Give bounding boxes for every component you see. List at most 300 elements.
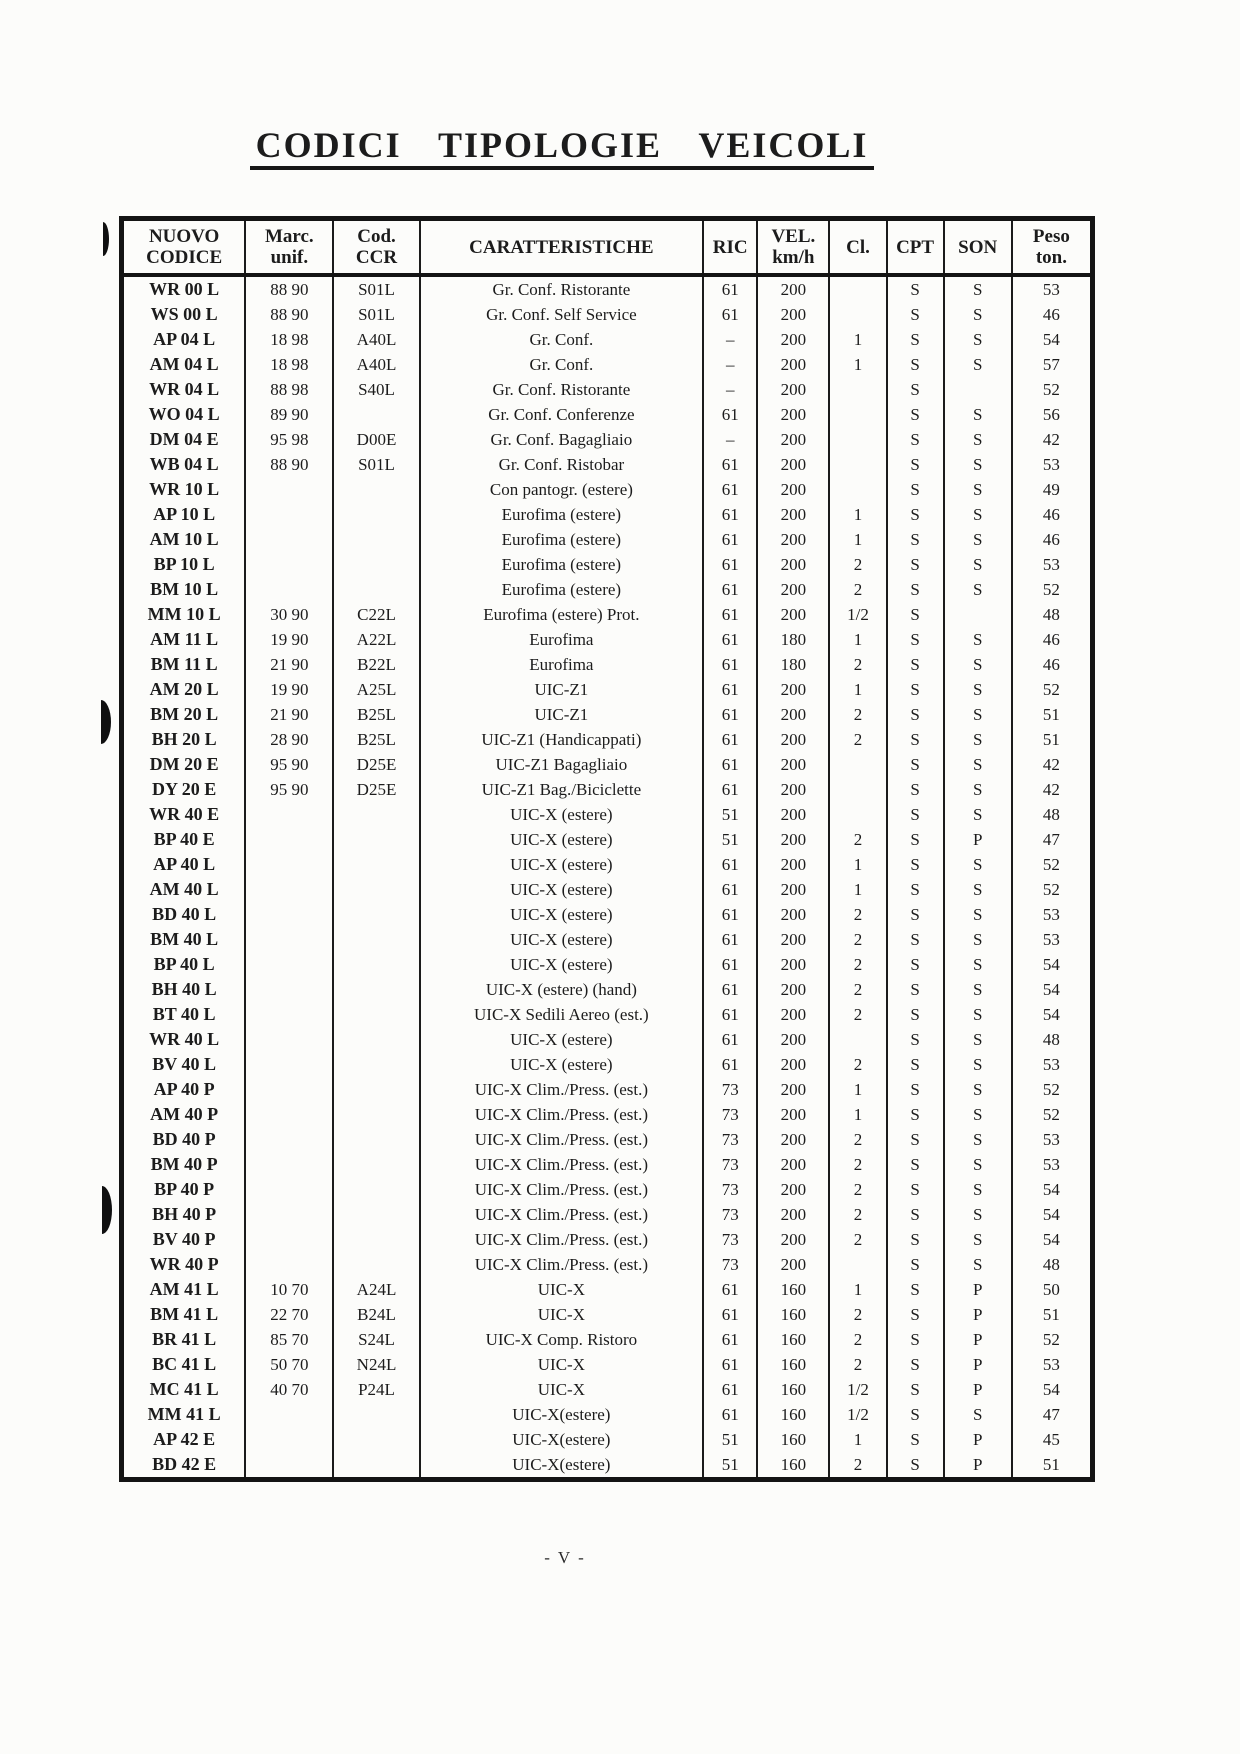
cell-marc-unif bbox=[245, 477, 333, 502]
cell-vel: 200 bbox=[757, 1252, 829, 1277]
cell-cl bbox=[829, 302, 886, 327]
cell-cl: 1 bbox=[829, 1102, 886, 1127]
cell-caratteristiche: UIC-X Clim./Press. (est.) bbox=[420, 1152, 704, 1177]
cell-vel: 160 bbox=[757, 1352, 829, 1377]
cell-cod-ccr bbox=[333, 1077, 419, 1102]
cell-vel: 200 bbox=[757, 1152, 829, 1177]
cell-ric: 61 bbox=[703, 402, 757, 427]
cell-son: S bbox=[944, 677, 1012, 702]
cell-peso: 52 bbox=[1012, 852, 1090, 877]
table-row bbox=[124, 952, 1090, 977]
cell-cl: 2 bbox=[829, 702, 886, 727]
cell-son: S bbox=[944, 577, 1012, 602]
cell-caratteristiche: UIC-X Comp. Ristoro bbox=[420, 1327, 704, 1352]
table-row bbox=[124, 352, 1090, 377]
cell-peso: 45 bbox=[1012, 1427, 1090, 1452]
cell-vel: 200 bbox=[757, 877, 829, 902]
cell-cl: 1 bbox=[829, 677, 886, 702]
cell-cl: 2 bbox=[829, 1202, 886, 1227]
cell-cl: 2 bbox=[829, 1177, 886, 1202]
cell-cod-ccr bbox=[333, 1177, 419, 1202]
table-row bbox=[124, 927, 1090, 952]
cell-cpt: S bbox=[887, 402, 944, 427]
cell-ric: 51 bbox=[703, 1452, 757, 1477]
cell-peso: 54 bbox=[1012, 1202, 1090, 1227]
cell-cpt: S bbox=[887, 275, 944, 302]
table-row bbox=[124, 1027, 1090, 1052]
cell-caratteristiche: Eurofima (estere) Prot. bbox=[420, 602, 704, 627]
table-row bbox=[124, 702, 1090, 727]
cell-ric: 73 bbox=[703, 1252, 757, 1277]
cell-vel: 200 bbox=[757, 327, 829, 352]
table-row bbox=[124, 752, 1090, 777]
cell-cpt: S bbox=[887, 352, 944, 377]
cell-cod-ccr: A22L bbox=[333, 627, 419, 652]
cell-caratteristiche: Con pantogr. (estere) bbox=[420, 477, 704, 502]
table-header bbox=[124, 221, 1090, 275]
cell-ric: 51 bbox=[703, 1427, 757, 1452]
table-row bbox=[124, 777, 1090, 802]
cell-peso: 53 bbox=[1012, 1052, 1090, 1077]
column-header-codice: NUOVO CODICE bbox=[124, 221, 245, 275]
cell-cpt: S bbox=[887, 1177, 944, 1202]
cell-cpt: S bbox=[887, 1427, 944, 1452]
cell-marc-unif bbox=[245, 927, 333, 952]
cell-cod-ccr bbox=[333, 577, 419, 602]
cell-peso: 57 bbox=[1012, 352, 1090, 377]
cell-cl bbox=[829, 477, 886, 502]
cell-cpt: S bbox=[887, 1452, 944, 1477]
cell-cl: 2 bbox=[829, 1452, 886, 1477]
column-header-son: SON bbox=[944, 221, 1012, 275]
cell-peso: 54 bbox=[1012, 1177, 1090, 1202]
cell-ric: 61 bbox=[703, 477, 757, 502]
cell-vel: 200 bbox=[757, 1052, 829, 1077]
cell-cl: 2 bbox=[829, 727, 886, 752]
cell-caratteristiche: UIC-X (estere) bbox=[420, 927, 704, 952]
cell-cl: 2 bbox=[829, 1302, 886, 1327]
cell-son: P bbox=[944, 1427, 1012, 1452]
cell-caratteristiche: Gr. Conf. Ristobar bbox=[420, 452, 704, 477]
table-row bbox=[124, 1177, 1090, 1202]
cell-caratteristiche: UIC-Z1 (Handicappati) bbox=[420, 727, 704, 752]
cell-son: P bbox=[944, 1352, 1012, 1377]
cell-vel: 200 bbox=[757, 1002, 829, 1027]
cell-cpt: S bbox=[887, 1152, 944, 1177]
cell-marc-unif: 10 70 bbox=[245, 1277, 333, 1302]
cell-vel: 200 bbox=[757, 452, 829, 477]
cell-son: S bbox=[944, 627, 1012, 652]
scan-binding-mark bbox=[103, 222, 109, 256]
cell-caratteristiche: UIC-X (estere) bbox=[420, 902, 704, 927]
cell-caratteristiche: UIC-X (estere) (hand) bbox=[420, 977, 704, 1002]
table-row bbox=[124, 477, 1090, 502]
cell-cod-ccr bbox=[333, 902, 419, 927]
cell-caratteristiche: Gr. Conf. bbox=[420, 327, 704, 352]
cell-peso: 53 bbox=[1012, 1127, 1090, 1152]
cell-cod-ccr: D00E bbox=[333, 427, 419, 452]
cell-peso: 42 bbox=[1012, 777, 1090, 802]
table-row bbox=[124, 402, 1090, 427]
cell-codice: BM 20 L bbox=[150, 704, 219, 724]
cell-codice: AP 40 P bbox=[153, 1079, 215, 1099]
cell-marc-unif bbox=[245, 877, 333, 902]
cell-cl bbox=[829, 802, 886, 827]
table-row bbox=[124, 302, 1090, 327]
cell-vel: 160 bbox=[757, 1427, 829, 1452]
cell-son: S bbox=[944, 952, 1012, 977]
cell-marc-unif bbox=[245, 977, 333, 1002]
cell-codice: DM 20 E bbox=[149, 754, 219, 774]
cell-son: S bbox=[944, 552, 1012, 577]
cell-cod-ccr: B22L bbox=[333, 652, 419, 677]
cell-peso: 53 bbox=[1012, 1352, 1090, 1377]
cell-cl: 2 bbox=[829, 552, 886, 577]
cell-cl: 2 bbox=[829, 1152, 886, 1177]
cell-cpt: S bbox=[887, 427, 944, 452]
cell-peso: 52 bbox=[1012, 377, 1090, 402]
cell-marc-unif: 88 90 bbox=[245, 302, 333, 327]
cell-caratteristiche: UIC-Z1 Bagagliaio bbox=[420, 752, 704, 777]
cell-cl bbox=[829, 752, 886, 777]
cell-son: P bbox=[944, 1302, 1012, 1327]
column-header-cl: Cl. bbox=[829, 221, 886, 275]
cell-marc-unif bbox=[245, 552, 333, 577]
cell-cpt: S bbox=[887, 1252, 944, 1277]
cell-caratteristiche: UIC-X bbox=[420, 1377, 704, 1402]
cell-son: S bbox=[944, 802, 1012, 827]
cell-marc-unif bbox=[245, 1152, 333, 1177]
cell-cod-ccr bbox=[333, 477, 419, 502]
cell-vel: 200 bbox=[757, 802, 829, 827]
cell-cod-ccr bbox=[333, 1002, 419, 1027]
cell-caratteristiche: UIC-X Clim./Press. (est.) bbox=[420, 1202, 704, 1227]
cell-vel: 160 bbox=[757, 1327, 829, 1352]
cell-caratteristiche: UIC-X Clim./Press. (est.) bbox=[420, 1077, 704, 1102]
cell-peso: 46 bbox=[1012, 652, 1090, 677]
cell-peso: 47 bbox=[1012, 827, 1090, 852]
cell-codice: BM 10 L bbox=[150, 579, 219, 599]
cell-ric: 61 bbox=[703, 502, 757, 527]
cell-son: S bbox=[944, 1027, 1012, 1052]
cell-peso: 52 bbox=[1012, 877, 1090, 902]
cell-peso: 52 bbox=[1012, 1327, 1090, 1352]
cell-codice: WO 04 L bbox=[148, 404, 220, 424]
page-title-text: CODICI TIPOLOGIE VEICOLI bbox=[250, 125, 875, 170]
table-row bbox=[124, 977, 1090, 1002]
table-row bbox=[124, 452, 1090, 477]
cell-vel: 200 bbox=[757, 1202, 829, 1227]
cell-caratteristiche: UIC-X(estere) bbox=[420, 1427, 704, 1452]
cell-cl: 1/2 bbox=[829, 602, 886, 627]
cell-peso: 47 bbox=[1012, 1402, 1090, 1427]
column-header-peso: Peso ton. bbox=[1012, 221, 1090, 275]
cell-son: P bbox=[944, 1377, 1012, 1402]
cell-marc-unif: 18 98 bbox=[245, 352, 333, 377]
table-row bbox=[124, 1452, 1090, 1477]
cell-vel: 200 bbox=[757, 827, 829, 852]
cell-son: S bbox=[944, 352, 1012, 377]
cell-marc-unif bbox=[245, 1252, 333, 1277]
cell-codice: WR 00 L bbox=[149, 279, 220, 299]
cell-vel: 200 bbox=[757, 1227, 829, 1252]
table-row bbox=[124, 377, 1090, 402]
cell-peso: 54 bbox=[1012, 977, 1090, 1002]
cell-cod-ccr: D25E bbox=[333, 777, 419, 802]
cell-caratteristiche: UIC-X Clim./Press. (est.) bbox=[420, 1102, 704, 1127]
cell-codice: DY 20 E bbox=[151, 779, 217, 799]
cell-codice: WS 00 L bbox=[150, 304, 218, 324]
cell-cod-ccr: A25L bbox=[333, 677, 419, 702]
cell-cpt: S bbox=[887, 1302, 944, 1327]
cell-son: S bbox=[944, 1102, 1012, 1127]
cell-cl: 2 bbox=[829, 902, 886, 927]
cell-caratteristiche: Gr. Conf. Ristorante bbox=[420, 275, 704, 302]
cell-vel: 180 bbox=[757, 627, 829, 652]
table-row bbox=[124, 275, 1090, 302]
cell-marc-unif bbox=[245, 577, 333, 602]
table-row bbox=[124, 1277, 1090, 1302]
cell-codice: BM 40 L bbox=[150, 929, 219, 949]
cell-cpt: S bbox=[887, 602, 944, 627]
cell-peso: 53 bbox=[1012, 552, 1090, 577]
cell-caratteristiche: UIC-X bbox=[420, 1352, 704, 1377]
table-row bbox=[124, 727, 1090, 752]
cell-caratteristiche: UIC-X Sedili Aereo (est.) bbox=[420, 1002, 704, 1027]
cell-peso: 48 bbox=[1012, 1027, 1090, 1052]
cell-cpt: S bbox=[887, 827, 944, 852]
cell-cpt: S bbox=[887, 1127, 944, 1152]
cell-cl bbox=[829, 452, 886, 477]
cell-marc-unif bbox=[245, 802, 333, 827]
cell-codice: MM 41 L bbox=[147, 1404, 221, 1424]
cell-cpt: S bbox=[887, 1277, 944, 1302]
cell-son: S bbox=[944, 1077, 1012, 1102]
cell-son: S bbox=[944, 902, 1012, 927]
cell-cpt: S bbox=[887, 1352, 944, 1377]
cell-vel: 200 bbox=[757, 702, 829, 727]
cell-cl: 1 bbox=[829, 1077, 886, 1102]
cell-codice: BP 40 P bbox=[154, 1179, 215, 1199]
cell-cl bbox=[829, 427, 886, 452]
cell-codice: AM 11 L bbox=[150, 629, 219, 649]
cell-ric: 61 bbox=[703, 452, 757, 477]
cell-son: P bbox=[944, 1452, 1012, 1477]
cell-cpt: S bbox=[887, 477, 944, 502]
table-row bbox=[124, 677, 1090, 702]
cell-ric: – bbox=[703, 352, 757, 377]
cell-codice: BD 40 P bbox=[152, 1129, 216, 1149]
cell-codice: BM 11 L bbox=[150, 654, 218, 674]
cell-son: P bbox=[944, 1327, 1012, 1352]
cell-codice: BT 40 L bbox=[152, 1004, 216, 1024]
cell-cpt: S bbox=[887, 777, 944, 802]
table-row bbox=[124, 1152, 1090, 1177]
cell-vel: 200 bbox=[757, 952, 829, 977]
cell-vel: 160 bbox=[757, 1402, 829, 1427]
table-row bbox=[124, 852, 1090, 877]
cell-cpt: S bbox=[887, 577, 944, 602]
cell-peso: 53 bbox=[1012, 1152, 1090, 1177]
cell-son: S bbox=[944, 1052, 1012, 1077]
cell-ric: 61 bbox=[703, 852, 757, 877]
cell-codice: BH 20 L bbox=[151, 729, 217, 749]
cell-vel: 200 bbox=[757, 852, 829, 877]
cell-cpt: S bbox=[887, 1052, 944, 1077]
table-row bbox=[124, 652, 1090, 677]
cell-ric: 73 bbox=[703, 1127, 757, 1152]
cell-vel: 200 bbox=[757, 427, 829, 452]
cell-caratteristiche: UIC-Z1 Bag./Biciclette bbox=[420, 777, 704, 802]
cell-marc-unif: 18 98 bbox=[245, 327, 333, 352]
cell-peso: 51 bbox=[1012, 702, 1090, 727]
cell-marc-unif bbox=[245, 902, 333, 927]
cell-codice: AM 40 P bbox=[150, 1104, 219, 1124]
cell-son: S bbox=[944, 877, 1012, 902]
cell-caratteristiche: UIC-X (estere) bbox=[420, 952, 704, 977]
cell-cpt: S bbox=[887, 1002, 944, 1027]
cell-marc-unif: 50 70 bbox=[245, 1352, 333, 1377]
cell-codice: AP 40 L bbox=[153, 854, 216, 874]
cell-son: S bbox=[944, 977, 1012, 1002]
table-row bbox=[124, 602, 1090, 627]
table-row bbox=[124, 1227, 1090, 1252]
cell-codice: BR 41 L bbox=[152, 1329, 217, 1349]
cell-ric: 61 bbox=[703, 602, 757, 627]
cell-cod-ccr: B24L bbox=[333, 1302, 419, 1327]
cell-vel: 200 bbox=[757, 727, 829, 752]
cell-caratteristiche: UIC-X (estere) bbox=[420, 877, 704, 902]
cell-son: S bbox=[944, 1227, 1012, 1252]
cell-son: S bbox=[944, 275, 1012, 302]
cell-codice: BH 40 P bbox=[152, 1204, 217, 1224]
cell-codice: BC 41 L bbox=[152, 1354, 217, 1374]
cell-vel: 200 bbox=[757, 275, 829, 302]
cell-ric: 73 bbox=[703, 1077, 757, 1102]
cell-cod-ccr bbox=[333, 402, 419, 427]
cell-marc-unif bbox=[245, 1002, 333, 1027]
cell-son: S bbox=[944, 402, 1012, 427]
cell-codice: AM 41 L bbox=[149, 1279, 219, 1299]
cell-cl: 2 bbox=[829, 652, 886, 677]
table-row bbox=[124, 1402, 1090, 1427]
cell-marc-unif: 28 90 bbox=[245, 727, 333, 752]
cell-cl: 1 bbox=[829, 852, 886, 877]
cell-son: S bbox=[944, 702, 1012, 727]
cell-son: P bbox=[944, 1277, 1012, 1302]
cell-caratteristiche: UIC-Z1 bbox=[420, 677, 704, 702]
cell-cpt: S bbox=[887, 1077, 944, 1102]
table-row bbox=[124, 1052, 1090, 1077]
cell-cod-ccr: S01L bbox=[333, 275, 419, 302]
cell-codice: AP 10 L bbox=[153, 504, 216, 524]
cell-cod-ccr: S01L bbox=[333, 452, 419, 477]
cell-peso: 42 bbox=[1012, 427, 1090, 452]
cell-ric: 73 bbox=[703, 1102, 757, 1127]
cell-codice: WR 10 L bbox=[149, 479, 220, 499]
cell-codice: BH 40 L bbox=[151, 979, 217, 999]
table-row bbox=[124, 1352, 1090, 1377]
cell-cod-ccr bbox=[333, 552, 419, 577]
table-row bbox=[124, 1377, 1090, 1402]
cell-son: S bbox=[944, 927, 1012, 952]
cell-peso: 51 bbox=[1012, 1452, 1090, 1477]
cell-son: S bbox=[944, 1127, 1012, 1152]
cell-caratteristiche: Eurofima (estere) bbox=[420, 552, 704, 577]
cell-marc-unif bbox=[245, 1077, 333, 1102]
cell-cpt: S bbox=[887, 952, 944, 977]
cell-codice: BP 10 L bbox=[153, 554, 215, 574]
cell-son: S bbox=[944, 1177, 1012, 1202]
cell-codice: MM 10 L bbox=[147, 604, 221, 624]
cell-ric: – bbox=[703, 427, 757, 452]
cell-peso: 54 bbox=[1012, 1002, 1090, 1027]
cell-cod-ccr bbox=[333, 927, 419, 952]
cell-peso: 52 bbox=[1012, 1102, 1090, 1127]
cell-cpt: S bbox=[887, 652, 944, 677]
cell-cl: 2 bbox=[829, 827, 886, 852]
cell-cod-ccr bbox=[333, 1052, 419, 1077]
cell-cpt: S bbox=[887, 902, 944, 927]
cell-son: S bbox=[944, 1002, 1012, 1027]
cell-peso: 46 bbox=[1012, 627, 1090, 652]
cell-vel: 200 bbox=[757, 677, 829, 702]
cell-ric: – bbox=[703, 327, 757, 352]
cell-cpt: S bbox=[887, 377, 944, 402]
cell-ric: 61 bbox=[703, 577, 757, 602]
cell-codice: DM 04 E bbox=[149, 429, 219, 449]
cell-caratteristiche: Eurofima (estere) bbox=[420, 502, 704, 527]
cell-marc-unif: 88 98 bbox=[245, 377, 333, 402]
cell-cl: 1/2 bbox=[829, 1377, 886, 1402]
table-row bbox=[124, 427, 1090, 452]
cell-cpt: S bbox=[887, 502, 944, 527]
cell-marc-unif bbox=[245, 1052, 333, 1077]
cell-marc-unif: 21 90 bbox=[245, 702, 333, 727]
cell-caratteristiche: Gr. Conf. Self Service bbox=[420, 302, 704, 327]
cell-vel: 200 bbox=[757, 302, 829, 327]
cell-codice: BV 40 P bbox=[152, 1229, 216, 1249]
cell-peso: 51 bbox=[1012, 1302, 1090, 1327]
cell-ric: 61 bbox=[703, 1352, 757, 1377]
cell-cpt: S bbox=[887, 302, 944, 327]
cell-peso: 52 bbox=[1012, 1077, 1090, 1102]
scan-binding-mark bbox=[102, 1186, 112, 1234]
cell-ric: 61 bbox=[703, 552, 757, 577]
cell-marc-unif bbox=[245, 1177, 333, 1202]
scan-binding-mark bbox=[101, 700, 111, 744]
cell-vel: 200 bbox=[757, 402, 829, 427]
cell-cl: 2 bbox=[829, 1352, 886, 1377]
cell-codice: BM 40 P bbox=[150, 1154, 218, 1174]
cell-cl: 2 bbox=[829, 1127, 886, 1152]
cell-vel: 200 bbox=[757, 577, 829, 602]
cell-marc-unif bbox=[245, 852, 333, 877]
cell-peso: 46 bbox=[1012, 502, 1090, 527]
cell-peso: 53 bbox=[1012, 275, 1090, 302]
cell-cpt: S bbox=[887, 1202, 944, 1227]
cell-cpt: S bbox=[887, 802, 944, 827]
cell-vel: 160 bbox=[757, 1377, 829, 1402]
cell-cl bbox=[829, 1027, 886, 1052]
column-header-marc-unif: Marc. unif. bbox=[245, 221, 333, 275]
cell-vel: 200 bbox=[757, 752, 829, 777]
table-row bbox=[124, 502, 1090, 527]
cell-marc-unif bbox=[245, 1227, 333, 1252]
cell-caratteristiche: UIC-X Clim./Press. (est.) bbox=[420, 1177, 704, 1202]
cell-caratteristiche: Gr. Conf. bbox=[420, 352, 704, 377]
cell-cod-ccr: N24L bbox=[333, 1352, 419, 1377]
